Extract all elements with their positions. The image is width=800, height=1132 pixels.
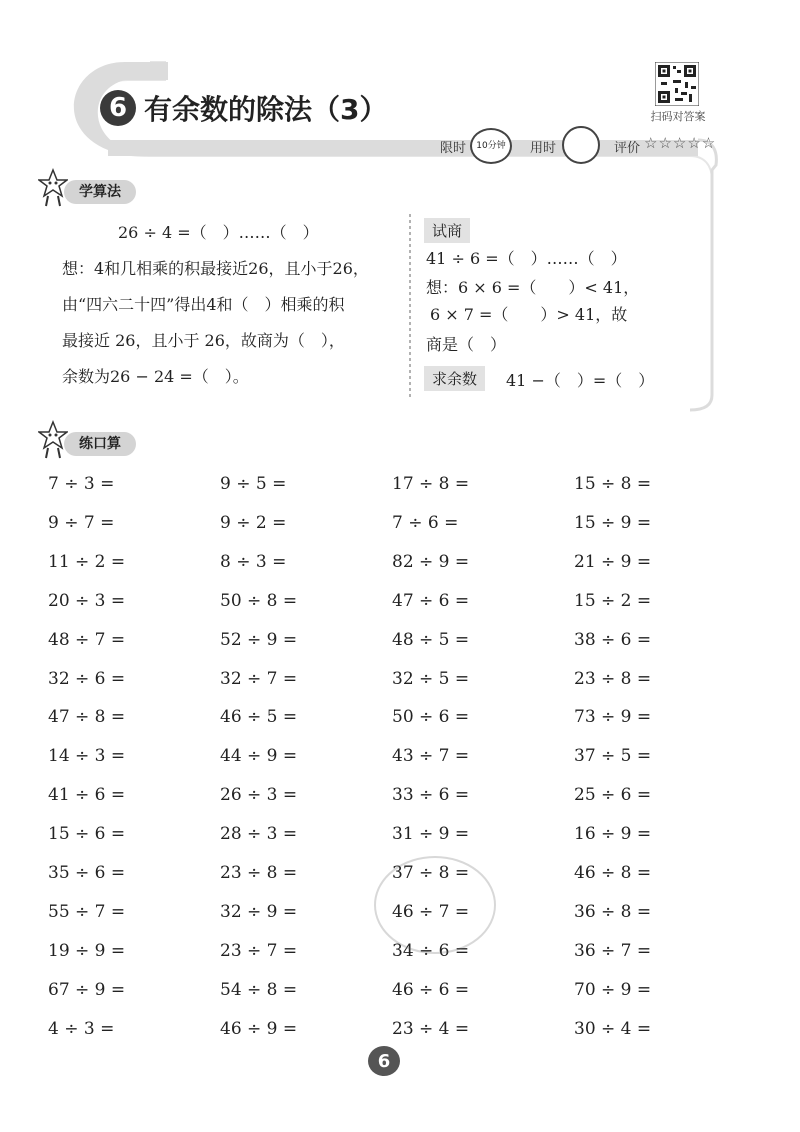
problem-item[interactable]: 50 ÷ 6 =: [392, 707, 470, 727]
problem-item[interactable]: 46 ÷ 6 =: [392, 980, 470, 1000]
time-limit-value: 10分钟: [476, 141, 506, 151]
problem-item[interactable]: 32 ÷ 5 =: [392, 669, 470, 689]
problem-item[interactable]: 9 ÷ 7 =: [48, 513, 115, 533]
rating-label: 评价: [614, 141, 641, 156]
problem-item[interactable]: 23 ÷ 7 =: [220, 941, 298, 961]
example-left-line-4: 最接近 26，且小于 26，故商为（ ），: [62, 331, 345, 350]
problem-item[interactable]: 9 ÷ 2 =: [220, 513, 287, 533]
trial-quotient-tag: 试商: [424, 218, 470, 243]
example-right-line-1: 41 ÷ 6 =（ ）……（ ）: [426, 249, 627, 268]
problem-item[interactable]: 23 ÷ 8 =: [220, 863, 298, 883]
section-practice-label: 练口算: [79, 436, 121, 452]
find-remainder-tag: 求余数: [424, 366, 485, 391]
problem-item[interactable]: 46 ÷ 5 =: [220, 707, 298, 727]
example-left-line-3: 由“四六二十四”得出4和（ ）相乘的积: [62, 295, 345, 314]
problem-item[interactable]: 11 ÷ 2 =: [48, 552, 126, 572]
problem-item[interactable]: 46 ÷ 7 =: [392, 902, 470, 922]
problem-item[interactable]: 36 ÷ 8 =: [574, 902, 652, 922]
problem-item[interactable]: 8 ÷ 3 =: [220, 552, 287, 572]
timer-limit-icon: [470, 128, 512, 164]
timer-used-field[interactable]: [562, 126, 600, 164]
problem-item[interactable]: 36 ÷ 7 =: [574, 941, 652, 961]
problem-item[interactable]: 4 ÷ 3 =: [48, 1019, 115, 1039]
problem-item[interactable]: 15 ÷ 2 =: [574, 591, 652, 611]
problem-item[interactable]: 19 ÷ 9 =: [48, 941, 126, 961]
problem-item[interactable]: 38 ÷ 6 =: [574, 630, 652, 650]
problem-item[interactable]: 73 ÷ 9 =: [574, 707, 652, 727]
problem-item[interactable]: 41 ÷ 6 =: [48, 785, 126, 805]
problem-item[interactable]: 14 ÷ 3 =: [48, 746, 126, 766]
problem-item[interactable]: 15 ÷ 9 =: [574, 513, 652, 533]
example-left-line-1: 26 ÷ 4 =（ ）……（ ）: [118, 223, 319, 242]
page-number: 6: [368, 1046, 400, 1076]
time-limit-label: 限时: [440, 141, 467, 156]
problem-item[interactable]: 9 ÷ 5 =: [220, 474, 287, 494]
problem-item[interactable]: 48 ÷ 5 =: [392, 630, 470, 650]
qr-code-icon[interactable]: [655, 62, 699, 106]
problem-item[interactable]: 7 ÷ 6 =: [392, 513, 459, 533]
qr-label: 扫码对答案: [650, 110, 706, 123]
problem-item[interactable]: 32 ÷ 9 =: [220, 902, 298, 922]
problem-item[interactable]: 54 ÷ 8 =: [220, 980, 298, 1000]
problem-item[interactable]: 15 ÷ 6 =: [48, 824, 126, 844]
problem-item[interactable]: 34 ÷ 6 =: [392, 941, 470, 961]
problem-item[interactable]: 31 ÷ 9 =: [392, 824, 470, 844]
problem-item[interactable]: 70 ÷ 9 =: [574, 980, 652, 1000]
problem-item[interactable]: 25 ÷ 6 =: [574, 785, 652, 805]
problem-item[interactable]: 7 ÷ 3 =: [48, 474, 115, 494]
problem-item[interactable]: 15 ÷ 8 =: [574, 474, 652, 494]
problem-item[interactable]: 55 ÷ 7 =: [48, 902, 126, 922]
example-right-line-2: 想：6 × 6 =（ ）< 41，: [426, 278, 640, 297]
problem-item[interactable]: 47 ÷ 8 =: [48, 707, 126, 727]
problem-item[interactable]: 43 ÷ 7 =: [392, 746, 470, 766]
problem-item[interactable]: 32 ÷ 6 =: [48, 669, 126, 689]
problem-item[interactable]: 67 ÷ 9 =: [48, 980, 126, 1000]
problem-item[interactable]: 32 ÷ 7 =: [220, 669, 298, 689]
lesson-number-badge: 6: [100, 90, 136, 126]
example-right-line-3: 6 × 7 =（ ）> 41，故: [430, 305, 628, 324]
problem-item[interactable]: 16 ÷ 9 =: [574, 824, 652, 844]
watermark-stamp-icon: [370, 850, 500, 960]
problem-item[interactable]: 21 ÷ 9 =: [574, 552, 652, 572]
problem-item[interactable]: 82 ÷ 9 =: [392, 552, 470, 572]
section-learn-label: 学算法: [79, 184, 121, 200]
problem-item[interactable]: 23 ÷ 4 =: [392, 1019, 470, 1039]
page-title: 有余数的除法（3）: [144, 93, 388, 126]
rating-stars-icon[interactable]: ☆☆☆☆☆: [644, 134, 717, 152]
problem-item[interactable]: 46 ÷ 8 =: [574, 863, 652, 883]
problem-item[interactable]: 35 ÷ 6 =: [48, 863, 126, 883]
problem-item[interactable]: 37 ÷ 5 =: [574, 746, 652, 766]
problem-item[interactable]: 26 ÷ 3 =: [220, 785, 298, 805]
problem-item[interactable]: 52 ÷ 9 =: [220, 630, 298, 650]
example-left-line-2: 想：4和几相乘的积最接近26，且小于26，: [62, 259, 369, 278]
problem-item[interactable]: 48 ÷ 7 =: [48, 630, 126, 650]
problem-item[interactable]: 20 ÷ 3 =: [48, 591, 126, 611]
problem-item[interactable]: 30 ÷ 4 =: [574, 1019, 652, 1039]
problem-item[interactable]: 33 ÷ 6 =: [392, 785, 470, 805]
problem-item[interactable]: 46 ÷ 9 =: [220, 1019, 298, 1039]
problem-item[interactable]: 17 ÷ 8 =: [392, 474, 470, 494]
problem-item[interactable]: 37 ÷ 8 =: [392, 863, 470, 883]
problem-item[interactable]: 44 ÷ 9 =: [220, 746, 298, 766]
problem-item[interactable]: 50 ÷ 8 =: [220, 591, 298, 611]
problem-item[interactable]: 47 ÷ 6 =: [392, 591, 470, 611]
problem-item[interactable]: 28 ÷ 3 =: [220, 824, 298, 844]
problem-item[interactable]: 23 ÷ 8 =: [574, 669, 652, 689]
example-left-line-5: 余数为26 − 24 =（ ）。: [62, 367, 249, 386]
time-used-label: 用时: [530, 141, 557, 156]
remainder-expression: 41 −（ ）=（ ）: [506, 371, 655, 390]
section-practice-header: [64, 432, 136, 456]
section-learn-header: [64, 180, 136, 204]
example-right-line-4: 商是（ ）: [426, 335, 507, 354]
